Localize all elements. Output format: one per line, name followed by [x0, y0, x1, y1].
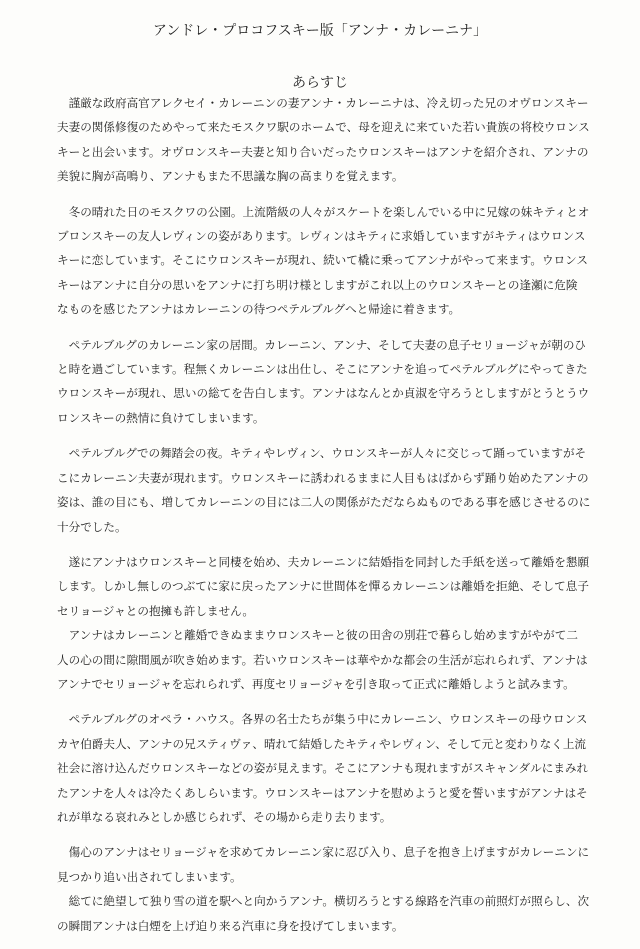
text-line: 謹厳な政府高官アレクセイ・カレーニンの妻アンナ・カレーニナは、冷え切った兄のオヴロンスキー	[57, 96, 589, 110]
text-line: こにカレーニン夫妻が現れます。ウロンスキーに誘われるままに人目もはばからず踊り始めたアンナの	[57, 470, 589, 485]
text-line: ペテルブルグのカレーニン家の居間。カレーニン、アンナ、そして夫妻の息子セリョージャが朝のひ	[57, 337, 587, 352]
text-line: 十分でした。	[57, 519, 127, 534]
text-line: 夫妻の関係修復のためやって来たモスクワ駅のホームで、母を迎えに来ていた若い貴族の将校ウロンス	[57, 120, 590, 135]
text-line: の瞬間アンナは白煙を上げ迫り来る汽車に身を投げてしまいます。	[57, 918, 404, 933]
text-line: アンナでセリョージャを忘れられず、再度セリョージャを引き取って正式に離婚しようと試みます。	[57, 676, 575, 691]
text-line: 人の心の間に隙間風が吹き始めます。若いウロンスキーは華やかな都会の生活が忘れられず、アンナは	[57, 652, 588, 667]
text-line: たアンナを人々は冷たくあしらいます。ウロンスキーはアンナを慰めようと愛を誓いますがアンナはそ	[57, 785, 588, 800]
text-line: ブロンスキーの友人レヴィンの姿があります。レヴィンはキティに求婚していますがキティはウロンス	[57, 229, 586, 244]
text-line: キーはアンナに自分の思いをアンナに打ち明け様としますがこれ以上のウロンスキーとの逢瀬に危険	[57, 277, 578, 292]
text-line: キーに恋しています。そこにウロンスキーが現れ、続いて橇に乗ってアンナがやって来ます。ウロンス	[57, 253, 588, 268]
text-line: 社会に溶け込んだウロンスキーなどの姿が見えます。そこにアンナも現れますがスキャンダルにまみれ	[57, 761, 589, 776]
synopsis-paragraph	[57, 200, 617, 322]
synopsis-body	[57, 91, 617, 949]
text-line: なものを感じたアンナはカレーニンの待つペテルブルグへと帰途に着きます。	[57, 302, 461, 317]
text-line: ペテルブルグのオペラ・ハウス。各界の名士たちが集う中にカレーニン、ウロンスキーの母ウロンス	[57, 712, 588, 727]
text-line: 遂にアンナはウロンスキーと同棲を始め、夫カレーニンに結婚指を同封した手紙を送って離婚を懇願	[57, 554, 590, 569]
text-line: 冬の晴れた日のモスクワの公園。上流階級の人々がスケートを楽しんでいる中に兄嫁の妹キティとオ	[57, 204, 590, 219]
synopsis-paragraph	[57, 333, 617, 431]
text-line: 傷心のアンナはセリョージャを求めてカレーニン家に忍び入り、息子を抱き上げますがカレーニンに	[57, 845, 590, 860]
synopsis-paragraph	[57, 550, 617, 696]
text-line: れが単なる哀れみとしか感じられず、その場から走り去ります。	[57, 809, 392, 824]
synopsis-paragraph	[57, 91, 617, 189]
text-line: 総てに絶望して独り雪の道を駅へと向かうアンナ。横切ろうとする線路を汽車の前照灯が照らし、次	[57, 894, 590, 909]
text-line: と時を過ごしています。程無くカレーニンは出仕し、そこにアンナを追ってペテルブルグにやってきた	[57, 362, 588, 377]
text-line: 美貌に胸が高鳴り、アンナもまた不思議な胸の高まりを覚えます。	[57, 169, 404, 184]
synopsis-paragraph	[57, 707, 617, 829]
text-line: ロンスキーの熱情に負けてしまいます。	[57, 410, 265, 425]
section-heading: あらすじ	[292, 75, 348, 91]
text-line: カヤ伯爵夫人、アンナの兄スティヴァ、晴れて結婚したキティやレヴィン、そして元と変わりなく上流	[57, 736, 587, 751]
text-line: ペテルブルグでの舞踏会の夜。キティやレヴィン、ウロンスキーが人々に交じって踊っていますがそ	[57, 446, 587, 461]
synopsis-paragraph	[57, 441, 617, 539]
synopsis-paragraph	[57, 840, 617, 938]
document-title: アンドレ・プロコフスキー版「アンナ・カレーニナ」	[152, 23, 488, 39]
text-line: 見つかり追い出されてしまいます。	[57, 869, 242, 884]
text-line: キーと出会います。オヴロンスキー夫妻と知り合いだったウロンスキーはアンナを紹介され、アンナの	[57, 144, 589, 159]
text-line: セリョージャとの抱擁も許しません。	[57, 603, 254, 618]
text-line: ウロンスキーが現れ、思いの総てを告白します。アンナはなんとか貞淑を守ろうとしますがとうとうウ	[57, 386, 590, 401]
text-line: します。しかし無しのつぶてに家に戻ったアンナに世間体を憚るカレーニンは離婚を拒絶、そして息子	[57, 579, 589, 594]
text-line: アンナはカレーニンと離婚できぬままウロンスキーと彼の田舎の別荘で暮らし始めますがやがて二	[57, 628, 578, 643]
text-line: 姿は、誰の目にも、増してカレーニンの目には二人の関係がただならぬものである事を感じさせるのに	[57, 495, 591, 510]
